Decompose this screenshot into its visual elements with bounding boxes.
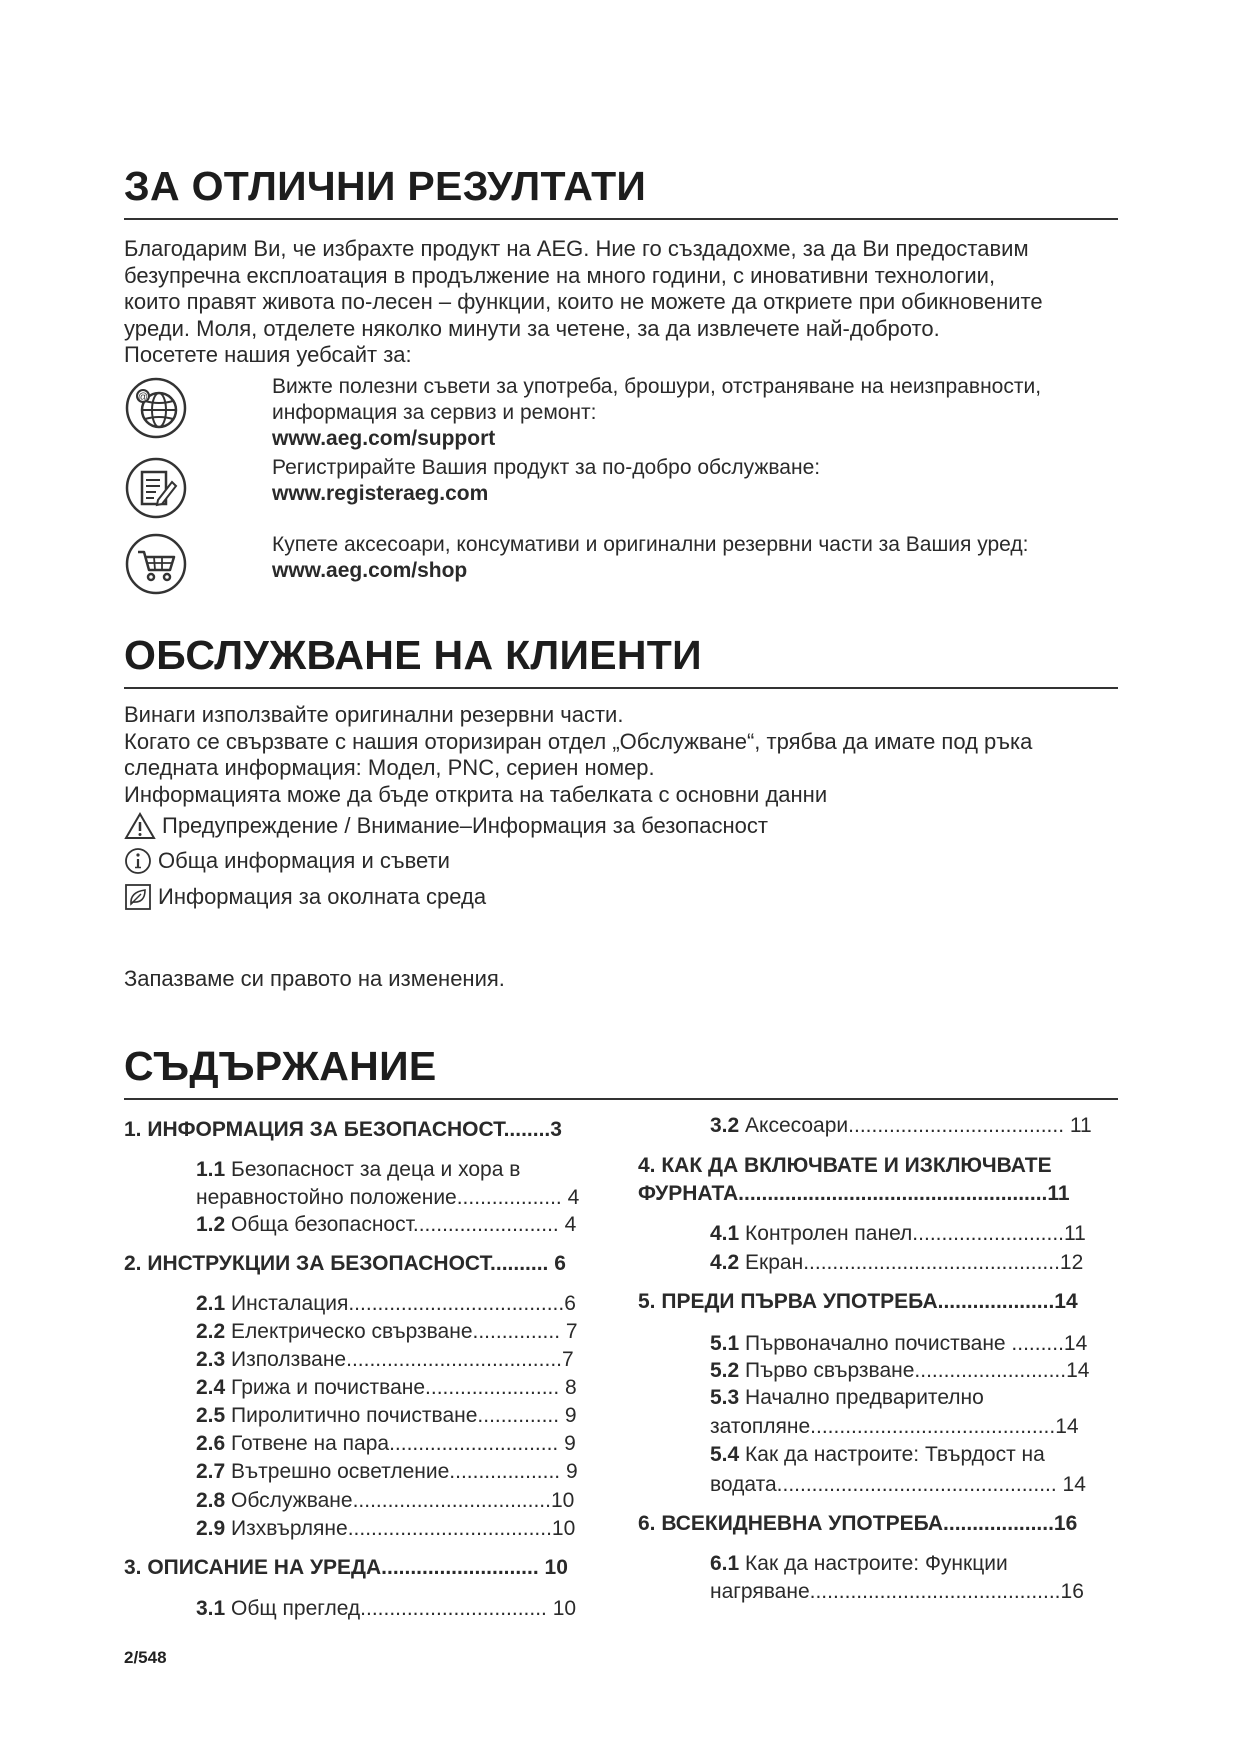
support-link-block xyxy=(272,374,1041,452)
toc-item-4-1[interactable]: 4.1 Контролен панел..........................11 xyxy=(710,1222,1086,1245)
toc-item-5-2[interactable]: 5.2 Първо свързване..........................14 xyxy=(710,1359,1090,1382)
toc-chapter-5[interactable]: 5. ПРЕДИ ПЪРВА УПОТРЕБА....................14 xyxy=(638,1290,1078,1313)
info-legend-text: Обща информация и съвети xyxy=(158,848,450,873)
toc-item-5-3-cont[interactable]: затопляне..........................................14 xyxy=(710,1415,1079,1438)
register-icon xyxy=(124,456,188,520)
shop-desc: Купете аксесоари, консумативи и оригинални резервни части за Вашия уред: xyxy=(272,533,1029,556)
svg-text:@: @ xyxy=(137,392,149,403)
warning-icon xyxy=(124,812,156,840)
shop-link-block xyxy=(272,532,1029,584)
service-paragraph xyxy=(124,702,1124,808)
toc-chapter-3[interactable]: 3. ОПИСАНИЕ НА УРЕДА........................... 10 xyxy=(124,1556,568,1579)
title-rule xyxy=(124,687,1118,689)
section-title-contents: СЪДЪРЖАНИЕ xyxy=(124,1043,437,1089)
toc-item-5-4[interactable]: 5.4 Как да настроите: Твърдост на xyxy=(710,1443,1045,1466)
toc-chapter-1[interactable]: 1. ИНФОРМАЦИЯ ЗА БЕЗОПАСНОСТ........3 xyxy=(124,1118,562,1141)
toc-item-1-2[interactable]: 1.2 Обща безопасност......................... 4 xyxy=(196,1213,577,1236)
toc-item-6-1-cont[interactable]: нагряване...........................................16 xyxy=(710,1580,1084,1603)
toc-item-2-4[interactable]: 2.4 Грижа и почистване....................... 8 xyxy=(196,1376,577,1399)
warning-legend xyxy=(124,812,768,840)
toc-item-1-1[interactable]: 1.1 Безопасност за деца и хора в xyxy=(196,1158,521,1181)
intro-line: Благодарим Ви, че избрахте продукт на AEG. Ние го създадохме, за да Ви предоставим xyxy=(124,236,1029,261)
support-desc: информация за сервиз и ремонт: xyxy=(272,401,597,424)
shop-url-link[interactable]: www.aeg.com/shop xyxy=(272,559,468,582)
intro-line: уреди. Моля, отделете няколко минути за четене, за да извлечете най-доброто. xyxy=(124,315,940,341)
register-link-block xyxy=(272,455,820,507)
toc-item-2-6[interactable]: 2.6 Готвене на пара............................. 9 xyxy=(196,1432,576,1455)
toc-chapter-4-cont[interactable]: ФУРНАТА.....................................................11 xyxy=(638,1182,1070,1205)
info-icon xyxy=(124,847,152,875)
toc-item-2-3[interactable]: 2.3 Използване.....................................7 xyxy=(196,1348,574,1371)
toc-item-3-2[interactable]: 3.2 Аксесоари..................................... 11 xyxy=(710,1114,1092,1137)
section-title-results: ЗА ОТЛИЧНИ РЕЗУЛТАТИ xyxy=(124,163,647,209)
environment-legend-text: Информация за околната среда xyxy=(158,884,487,909)
title-rule xyxy=(124,218,1118,220)
toc-item-4-2[interactable]: 4.2 Екран............................................12 xyxy=(710,1251,1084,1274)
intro-line: които правят живота по-лесен – функции, които не можете да откриете при обикновените xyxy=(124,289,1043,314)
toc-item-1-1-cont[interactable]: неравностойно положение.................. 4 xyxy=(196,1186,580,1209)
service-line: следната информация: Модел, PNC, сериен номер. xyxy=(124,755,655,780)
service-line: Информацията може да бъде открита на табелката с основни данни xyxy=(124,781,828,807)
intro-line: безупречна експлоатация в продължение на много години, с иновативни технологии, xyxy=(124,262,996,288)
toc-item-2-2[interactable]: 2.2 Електрическо свързване............... 7 xyxy=(196,1320,578,1343)
toc-item-5-1[interactable]: 5.1 Първоначално почистване .........14 xyxy=(710,1332,1088,1355)
toc-chapter-4[interactable]: 4. КАК ДА ВКЛЮЧВАТЕ И ИЗКЛЮЧВАТЕ xyxy=(638,1154,1052,1177)
support-url-link[interactable]: www.aeg.com/support xyxy=(272,427,496,450)
register-url-link[interactable]: www.registeraeg.com xyxy=(272,482,489,505)
intro-line: Посетете нашия уебсайт за: xyxy=(124,342,412,367)
warning-legend-text: Предупреждение / Внимание–Информация за безопасност xyxy=(162,813,768,838)
cart-icon xyxy=(124,532,188,596)
page-number: 2/548 xyxy=(124,1648,167,1667)
toc-item-5-4-cont[interactable]: водата................................................ 14 xyxy=(710,1473,1086,1496)
toc-item-5-3[interactable]: 5.3 Начално предварително xyxy=(710,1386,984,1409)
section-title-customer-service: ОБСЛУЖВАНЕ НА КЛИЕНТИ xyxy=(124,632,702,678)
toc-item-3-1[interactable]: 3.1 Общ преглед................................ 10 xyxy=(196,1597,577,1620)
intro-paragraph xyxy=(124,236,1124,369)
leaf-icon xyxy=(124,883,152,911)
register-desc: Регистрирайте Вашия продукт за по-добро обслужване: xyxy=(272,456,821,479)
support-desc: Вижте полезни съвети за употреба, брошури, отстраняване на неизправности, xyxy=(272,375,1042,398)
service-line: Когато се свързвате с нашия оторизиран отдел „Обслужване“, трябва да имате под ръка xyxy=(124,728,1033,754)
changes-note xyxy=(124,966,1124,993)
toc-chapter-6[interactable]: 6. ВСЕКИДНЕВНА УПОТРЕБА...................16 xyxy=(638,1512,1078,1535)
changes-note-text: Запазваме си правото на изменения. xyxy=(124,966,505,991)
toc-item-6-1[interactable]: 6.1 Как да настроите: Функции xyxy=(710,1552,1008,1575)
toc-chapter-2[interactable]: 2. ИНСТРУКЦИИ ЗА БЕЗОПАСНОСТ.......... 6 xyxy=(124,1252,566,1275)
toc-item-2-8[interactable]: 2.8 Обслужване..................................10 xyxy=(196,1489,575,1512)
service-line: Винаги използвайте оригинални резервни части. xyxy=(124,702,624,727)
toc-item-2-5[interactable]: 2.5 Пиролитично почистване.............. 9 xyxy=(196,1404,577,1427)
toc-item-2-9[interactable]: 2.9 Изхвърляне...................................10 xyxy=(196,1517,576,1540)
environment-legend xyxy=(124,883,486,911)
info-legend xyxy=(124,847,450,875)
toc-item-2-7[interactable]: 2.7 Вътрешно осветление................... 9 xyxy=(196,1460,578,1483)
title-rule xyxy=(124,1098,1118,1100)
globe-icon xyxy=(124,376,188,440)
toc-item-2-1[interactable]: 2.1 Инсталация.....................................6 xyxy=(196,1292,576,1315)
